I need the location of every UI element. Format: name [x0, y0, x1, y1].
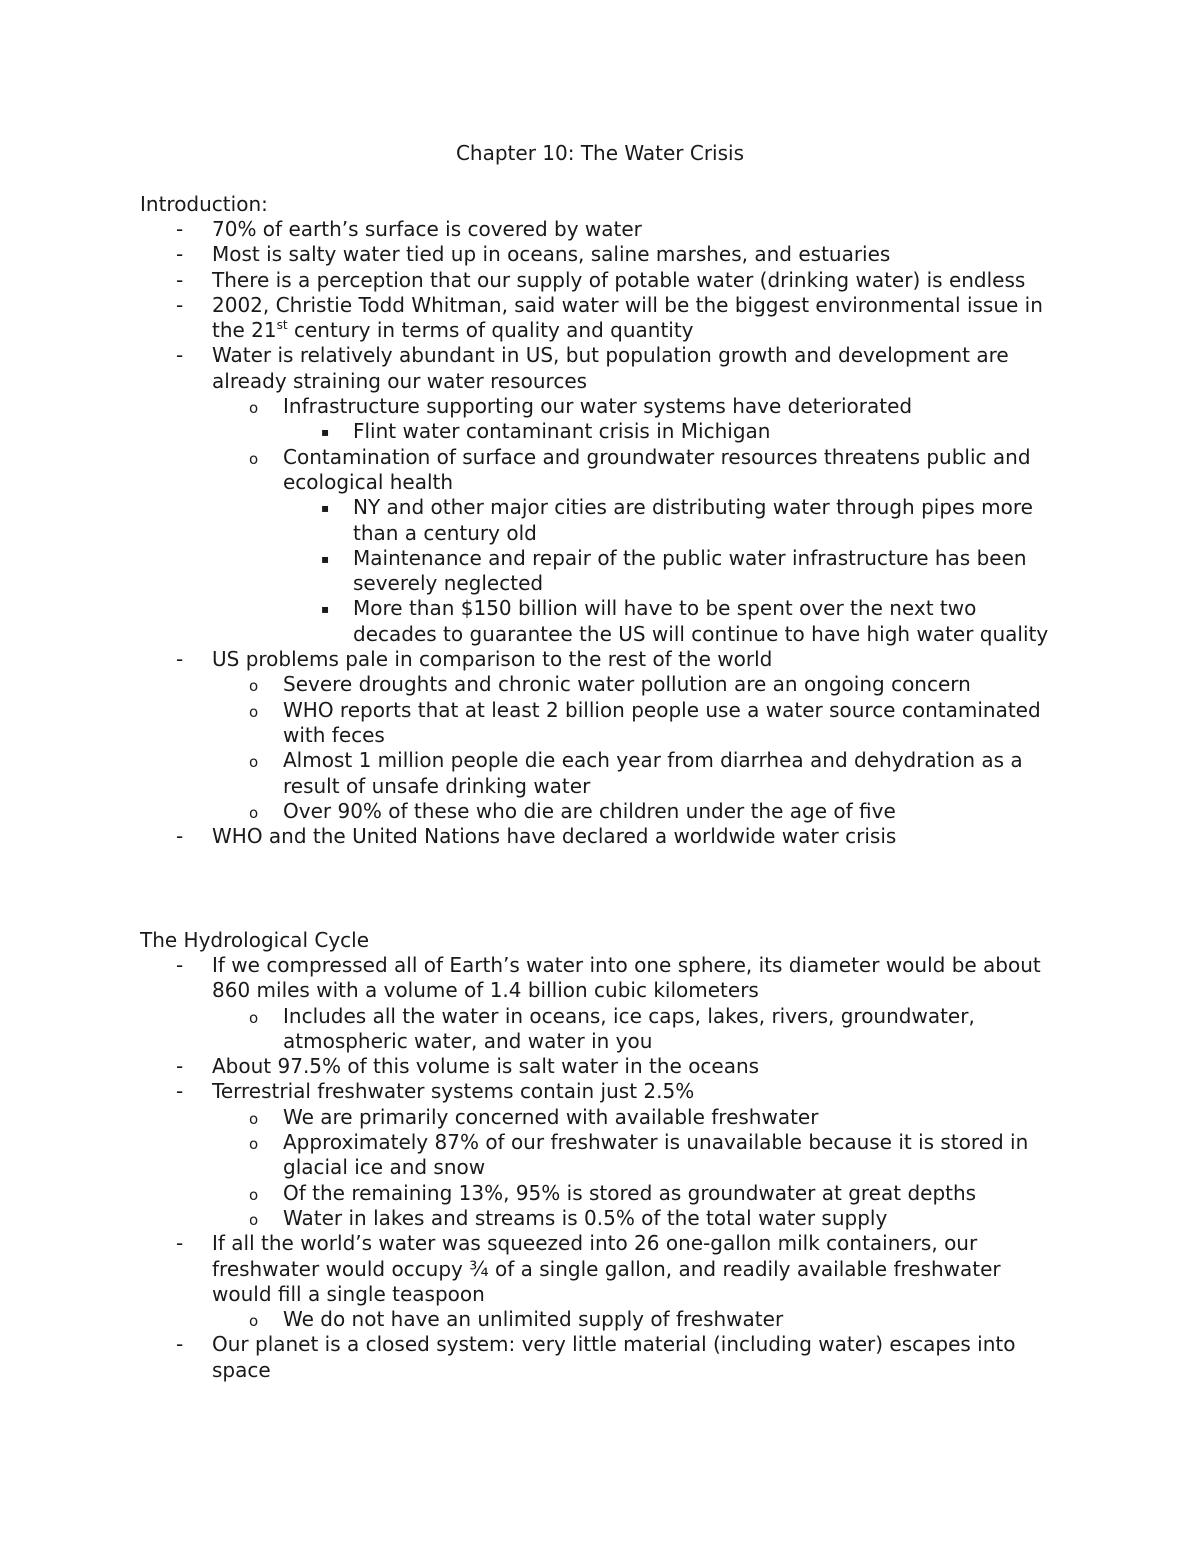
list-item: - US problems pale in comparison to the rest of the world o Severe droughts and chronic water pollution are an ongoing concern o WHO reports that at least 2 billion people use a water source contaminated with feces o Almost 1 million people die each year from diarrhea and dehydration as a result of unsafe drinking water o Over 90% of these who die are children under the age of five	[140, 647, 1060, 824]
dash-marker: -	[176, 1231, 184, 1256]
circle-bullet-icon: o	[249, 702, 259, 721]
sub-sub-list-item: ▪ More than $150 billion will have to be spent over the next two decades to guarantee the US will continue to have high water quality	[321, 596, 1049, 646]
sub-sub-list-item: ▪ Maintenance and repair of the public water infrastructure has been severely neglected	[321, 545, 1027, 596]
sub-list-item: o Includes all the water in oceans, ice caps, lakes, rivers, groundwater, atmospheric water, and water in you	[249, 1003, 975, 1053]
list-item: - 70% of earth’s surface is covered by water	[176, 217, 642, 241]
circle-bullet-icon: o	[249, 677, 259, 696]
dash-marker: -	[176, 343, 184, 368]
section-hydrological-cycle	[140, 928, 1060, 1383]
sub-list-item: o Contamination of surface and groundwater resources threatens public and ecological health ▪ NY and other major cities are distributing water through pipes more than a century old ▪ Maintenance and repair of the public water infrastructure has been severely neglected ▪ More than $150 billion will have to be spent over the next two decades to guarantee the US will continue to have high water quality	[212, 445, 1060, 647]
sub-sub-list-item: ▪ NY and other major cities are distributing water through pipes more than a century old	[321, 495, 1033, 545]
sub-list-item: o Severe droughts and chronic water pollution are an ongoing concern	[212, 672, 1060, 697]
list-item: - About 97.5% of this volume is salt water in the oceans	[176, 1054, 760, 1079]
dash-marker: -	[176, 217, 184, 241]
sub-list-item: o Almost 1 million people die each year from diarrhea and dehydration as a result of unsafe drinking water	[249, 748, 1023, 798]
square-bullet-icon: ▪	[321, 425, 330, 440]
dash-marker: -	[176, 647, 184, 672]
dash-marker: -	[176, 953, 184, 977]
circle-bullet-icon: o	[249, 1185, 259, 1204]
circle-bullet-icon: o	[249, 803, 259, 822]
sub-list	[212, 1307, 1060, 1332]
square-bullet-icon: ▪	[321, 602, 330, 617]
list-item: - WHO and the United Nations have declared a worldwide water crisis	[176, 824, 897, 849]
square-bullet-icon: ▪	[321, 501, 330, 516]
sub-list	[212, 1004, 1060, 1055]
sub-list-item: o Infrastructure supporting our water systems have deteriorated ▪ Flint water contaminant crisis in Michigan	[212, 394, 1060, 445]
list-item: - There is a perception that our supply of potable water (drinking water) is endless	[176, 267, 1026, 292]
sub-list-item: o Over 90% of these who die are children under the age of five	[212, 799, 1060, 824]
circle-bullet-icon: o	[249, 1135, 259, 1154]
superscript: st	[276, 318, 288, 333]
bullet-list	[140, 217, 1060, 849]
sub-sub-list	[283, 419, 1060, 444]
section-heading: The Hydrological Cycle	[140, 928, 370, 952]
circle-bullet-icon: o	[249, 449, 259, 468]
list-item: - Most is salty water tied up in oceans, saline marshes, and estuaries	[176, 242, 891, 267]
section-heading: Introduction:	[140, 192, 268, 216]
sub-list-item: o We do not have an unlimited supply of freshwater	[212, 1307, 1060, 1332]
sub-list-item: o Of the remaining 13%, 95% is stored as groundwater at great depths	[212, 1181, 1060, 1206]
dash-marker: -	[176, 1332, 184, 1357]
section-introduction	[140, 192, 1060, 849]
circle-bullet-icon: o	[249, 399, 259, 418]
sub-sub-list	[283, 495, 1060, 647]
dash-marker: -	[176, 242, 184, 267]
dash-marker: -	[176, 824, 184, 849]
sub-list	[212, 394, 1060, 647]
sub-list-item: o WHO reports that at least 2 billion people use a water source contaminated with feces	[249, 697, 1041, 747]
circle-bullet-icon: o	[249, 1008, 259, 1027]
sub-list	[212, 672, 1060, 824]
dash-marker: -	[176, 1054, 184, 1079]
list-item: - 2002, Christie Todd Whitman, said water will be the biggest environmental issue in the 21st century in terms of quality and quantity	[176, 292, 1043, 343]
list-item: - Water is relatively abundant in US, but population growth and development are already straining our water resources o Infrastructure supporting our water systems have deteriorated ▪ Flint water contaminant crisis in Michigan o Contamination of surface and groundwater resources threatens public and ecological health ▪ NY and other major cities are distributing water through pipes more than a century old ▪ Maintenance and repair of the public water infrastructure has been severely neglected ▪ More than $150 billion will have to be spent over the next two decades to guarantee the US will continue to have high water quality	[140, 343, 1060, 647]
list-item: - If all the world’s water was squeezed into 26 one-gallon milk containers, our freshwater would occupy ¾ of a single gallon, and readily available freshwater would fill a single teaspoon o We do not have an unlimited supply of freshwater	[140, 1231, 1060, 1332]
sub-sub-list-item: ▪ Flint water contaminant crisis in Michigan	[283, 419, 1060, 444]
dash-marker: -	[176, 1079, 184, 1104]
list-item: - If we compressed all of Earth’s water into one sphere, its diameter would be about 860 miles with a volume of 1.4 billion cubic kilometers o Includes all the water in oceans, ice caps, lakes, rivers, groundwater, atmospheric water, and water in you	[140, 953, 1060, 1054]
list-item: - Terrestrial freshwater systems contain just 2.5% o We are primarily concerned with available freshwater o Approximately 87% of our freshwater is unavailable because it is stored in glacial ice and snow o Of the remaining 13%, 95% is stored as groundwater at great depths o Water in lakes and streams is 0.5% of the total water supply	[140, 1079, 1060, 1231]
circle-bullet-icon: o	[249, 1109, 259, 1128]
circle-bullet-icon: o	[249, 1210, 259, 1229]
page-title: Chapter 10: The Water Crisis	[455, 141, 745, 165]
square-bullet-icon: ▪	[321, 551, 330, 566]
dash-marker: -	[176, 292, 184, 317]
sub-list-item: o Water in lakes and streams is 0.5% of the total water supply	[212, 1206, 1060, 1231]
circle-bullet-icon: o	[249, 1312, 259, 1331]
circle-bullet-icon: o	[249, 753, 259, 772]
sub-list-item: o We are primarily concerned with available freshwater	[212, 1105, 1060, 1130]
bullet-list	[140, 953, 1060, 1383]
sub-list	[212, 1105, 1060, 1231]
dash-marker: -	[176, 267, 184, 292]
sub-list-item: o Approximately 87% of our freshwater is unavailable because it is stored in glacial ice and snow	[249, 1130, 1029, 1180]
list-item: - Our planet is a closed system: very little material (including water) escapes into space	[176, 1332, 1016, 1382]
